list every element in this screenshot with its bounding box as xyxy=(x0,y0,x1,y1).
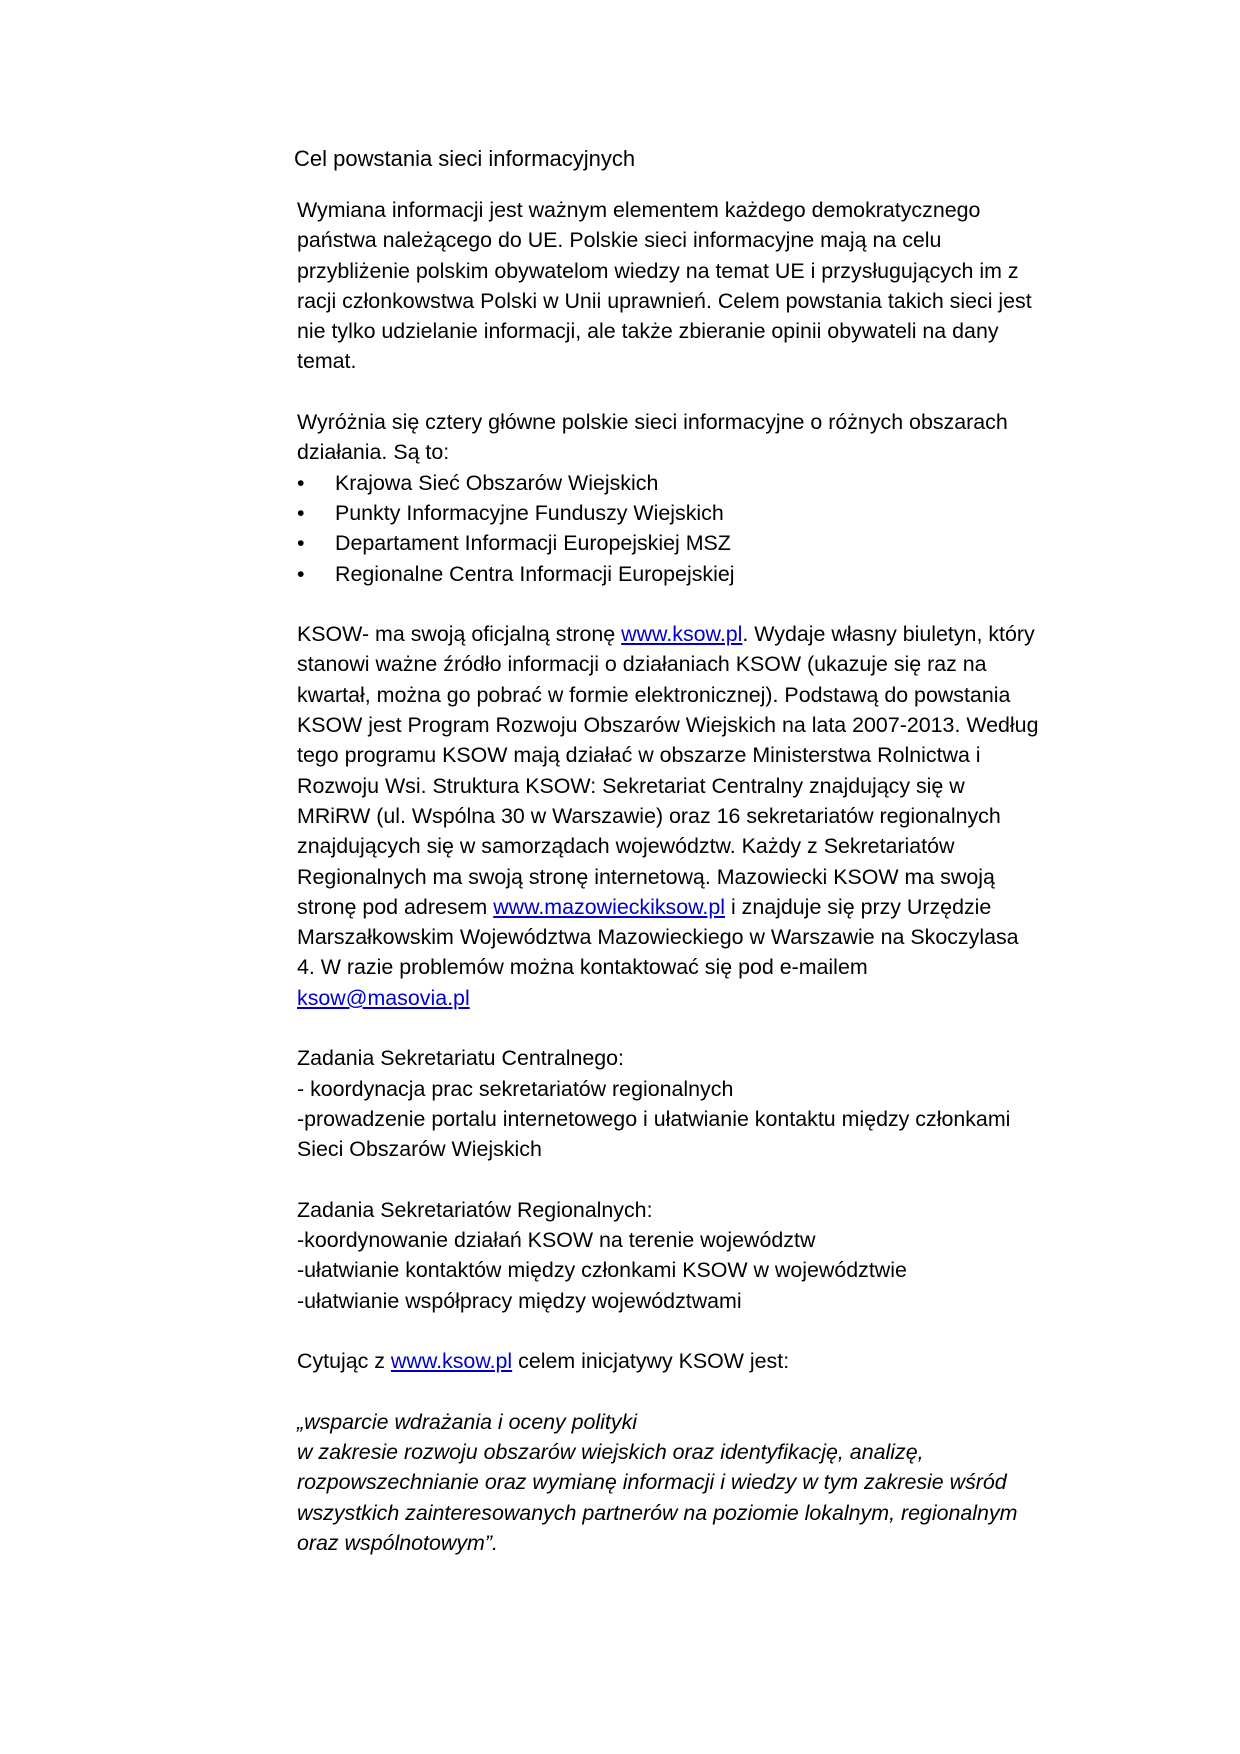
quote-line: oraz wspólnotowym”. xyxy=(297,1531,498,1556)
intro-line: temat. xyxy=(297,349,357,374)
list-item xyxy=(297,498,1097,528)
ksow-line: KSOW jest Program Rozwoju Obszarów Wiejskich na lata 2007-2013. Według xyxy=(297,713,1039,738)
paragraph-gap xyxy=(297,1013,1097,1043)
list-item-label: Regionalne Centra Informacji Europejskiej xyxy=(335,561,735,586)
citation-text: Cytując z xyxy=(297,1349,391,1374)
intro-line: przybliżenie polskim obywatelom wiedzy na temat UE i przysługujących im z xyxy=(297,258,1019,283)
list-item xyxy=(297,528,1097,558)
quote-line: wszystkich zainteresowanych partnerów na poziomie lokalnym, regionalnym xyxy=(297,1500,1018,1525)
ksow-text: i znajduje się przy Urzędzie xyxy=(725,894,992,919)
list-item-label: Krajowa Sieć Obszarów Wiejskich xyxy=(335,470,659,495)
intro-line: Wymiana informacji jest ważnym elementem każdego demokratycznego xyxy=(297,198,981,222)
bullet-icon: • xyxy=(297,561,305,586)
task-line: -koordynowanie działań KSOW na terenie województw xyxy=(297,1228,816,1253)
networks-paragraph xyxy=(297,407,1097,589)
ksow-line: kwartał, można go pobrać w formie elektronicznej). Podstawą do powstania xyxy=(297,682,1011,707)
bullet-icon: • xyxy=(297,470,305,495)
task-line: -prowadzenie portalu internetowego i ułatwianie kontaktu między członkami xyxy=(297,1106,1011,1131)
ksow-line: 4. W razie problemów można kontaktować się pod e-mailem xyxy=(297,955,868,980)
list-item xyxy=(297,559,1097,589)
task-line: Sieci Obszarów Wiejskich xyxy=(297,1137,542,1162)
document-body xyxy=(297,195,1097,1558)
regional-secretariats-section xyxy=(297,1195,1097,1316)
ksow-paragraph xyxy=(297,619,1097,1013)
ksow-text: . Wydaje własny biuletyn, który xyxy=(742,622,1035,647)
citation-text: celem inicjatywy KSOW jest: xyxy=(512,1349,790,1374)
quote-line: w zakresie rozwoju obszarów wiejskich oraz identyfikację, analizę, xyxy=(297,1440,924,1465)
ksow-line xyxy=(297,983,1097,1013)
ksow-goal-quote xyxy=(297,1407,1097,1558)
networks-list xyxy=(297,468,1097,589)
quote-line: „wsparcie wdrażania i oceny polityki xyxy=(297,1409,638,1434)
central-secretariat-section xyxy=(297,1043,1097,1164)
task-line: -ułatwianie kontaktów między członkami KSOW w województwie xyxy=(297,1258,907,1283)
intro-line: państwa należącego do UE. Polskie sieci informacyjne mają na celu xyxy=(297,228,942,253)
section-heading: Zadania Sekretariatu Centralnego: xyxy=(297,1046,625,1071)
ksow-line: Marszałkowskim Województwa Mazowieckiego w Warszawie na Skoczylasa xyxy=(297,925,1019,950)
list-item-label: Departament Informacji Europejskiej MSZ xyxy=(335,531,731,556)
ksow-text: KSOW- ma swoją oficjalną stronę xyxy=(297,622,622,647)
paragraph-gap xyxy=(297,1377,1097,1407)
citation-line xyxy=(297,1346,1097,1376)
ksow-line: znajdujących się w samorządach województw. Każdy z Sekretariatów xyxy=(297,834,955,859)
bullet-icon: • xyxy=(297,500,305,525)
paragraph-gap xyxy=(297,1316,1097,1346)
list-item-label: Punkty Informacyjne Funduszy Wiejskich xyxy=(335,500,724,525)
citation-website-link[interactable]: www.ksow.pl xyxy=(390,1349,513,1374)
paragraph-gap xyxy=(297,1165,1097,1195)
ksow-line: stanowi ważne źródło informacji o działaniach KSOW (ukazuje się raz na xyxy=(297,652,987,677)
networks-intro-line: Wyróżnia się cztery główne polskie sieci informacyjne o różnych obszarach xyxy=(297,410,1008,435)
ksow-line: MRiRW (ul. Wspólna 30 w Warszawie) oraz 16 sekretariatów regionalnych xyxy=(297,803,1001,828)
mazowiecki-website-link[interactable]: www.mazowieckiksow.pl xyxy=(493,894,726,919)
ksow-text: stronę pod adresem xyxy=(297,894,494,919)
networks-intro-line: działania. Są to: xyxy=(297,440,450,465)
paragraph-gap xyxy=(297,589,1097,619)
list-item xyxy=(297,468,1097,498)
ksow-line xyxy=(297,619,1097,649)
ksow-line: Rozwoju Wsi. Struktura KSOW: Sekretariat Centralny znajdujący się w xyxy=(297,773,965,798)
section-heading: Zadania Sekretariatów Regionalnych: xyxy=(297,1197,653,1222)
ksow-line: tego programu KSOW mają działać w obszarze Ministerstwa Rolnictwa i xyxy=(297,743,981,768)
task-line: -ułatwianie współpracy między województwami xyxy=(297,1288,742,1313)
email-link[interactable]: ksow@masovia.pl xyxy=(297,985,470,1010)
ksow-line: Regionalnych ma swoją stronę internetową. Mazowiecki KSOW ma swoją xyxy=(297,864,995,889)
ksow-line xyxy=(297,892,1097,922)
intro-paragraph xyxy=(297,195,1097,377)
document-title: Cel powstania sieci informacyjnych xyxy=(294,146,636,171)
quote-line: rozpowszechnianie oraz wymianę informacji i wiedzy w tym zakresie wśród xyxy=(297,1470,1007,1495)
intro-line: nie tylko udzielanie informacji, ale także zbieranie opinii obywateli na dany xyxy=(297,319,999,344)
intro-line: racji członkowstwa Polski w Unii uprawnień. Celem powstania takich sieci jest xyxy=(297,288,1032,313)
ksow-website-link[interactable]: www.ksow.pl xyxy=(621,622,743,647)
bullet-icon: • xyxy=(297,531,305,556)
paragraph-gap xyxy=(297,377,1097,407)
task-line: - koordynacja prac sekretariatów regionalnych xyxy=(297,1076,734,1101)
